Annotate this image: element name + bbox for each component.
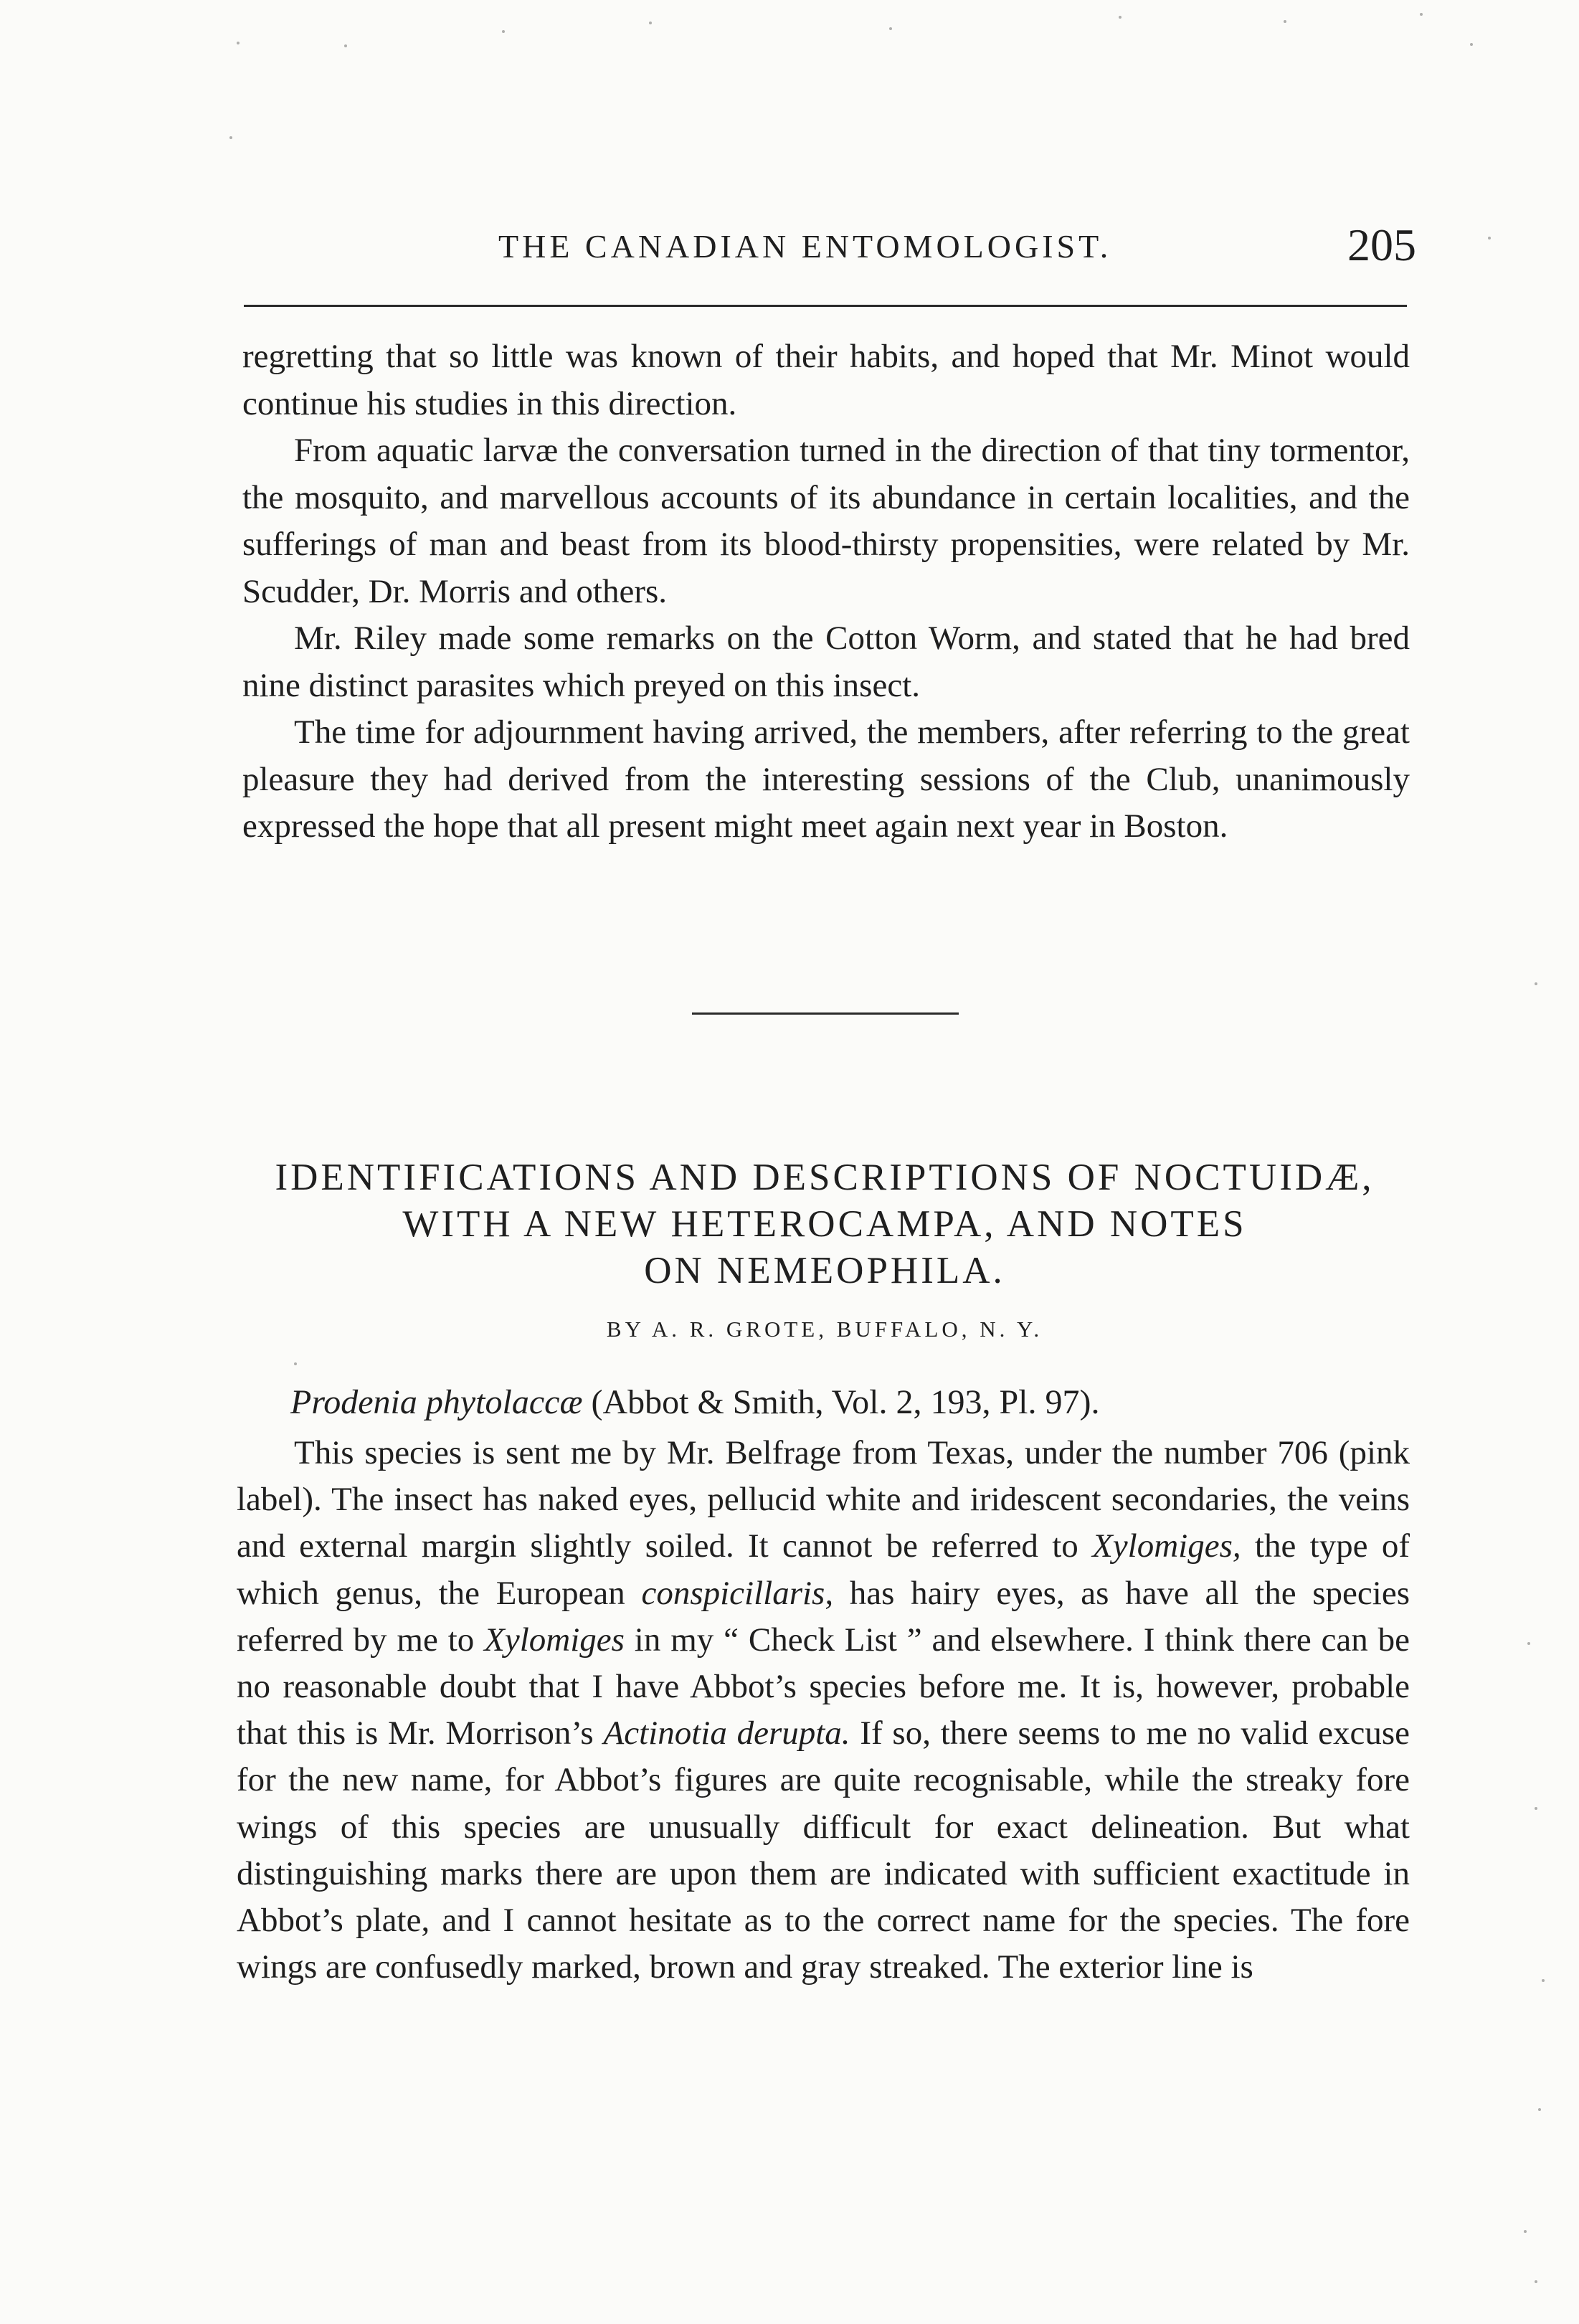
text-run: has hairy eyes, as have all the species referred by me to	[237, 1574, 1410, 1659]
scan-speck	[889, 27, 892, 30]
scan-speck	[1420, 13, 1423, 16]
genus-name: Xylomiges	[484, 1621, 625, 1659]
scan-speck	[344, 44, 347, 47]
paragraph: regretting that so little was known of their habits, and hoped that Mr. Minot would continue his studies in this direction.	[242, 338, 1410, 422]
species-heading	[290, 1382, 1294, 1422]
scan-speck	[1488, 237, 1491, 239]
scan-speck	[1538, 2108, 1541, 2111]
byline: BY A. R. GROTE, BUFFALO, N. Y.	[606, 1317, 1043, 1342]
scan-speck	[1535, 982, 1537, 985]
scan-speck	[1535, 2280, 1537, 2283]
running-head	[244, 219, 1434, 276]
previous-article-continuation	[242, 333, 1410, 850]
scan-speck	[1527, 1642, 1530, 1645]
article-title-line: ON NEMEOPHILA.	[644, 1250, 1005, 1291]
journal-title: THE CANADIAN ENTOMOLOGIST.	[498, 228, 1112, 265]
scan-speck	[1542, 1979, 1545, 1982]
paragraph: From aquatic larvæ the conversation turned in the direction of that tiny tormentor, the mosquito, and marvellous accounts of its abundance in certain localities, and the sufferings of man and beast from its blood-thirsty propensities, were related by Mr. Scudder, Dr. Morris and others.	[242, 432, 1410, 610]
scan-speck	[1119, 16, 1122, 19]
scan-speck	[237, 42, 240, 44]
species-name: conspicillaris,	[641, 1574, 834, 1612]
scan-speck	[1470, 43, 1473, 46]
section-divider	[692, 1012, 959, 1015]
species-citation: (Abbot & Smith, Vol. 2, 193, Pl. 97).	[591, 1383, 1100, 1421]
text-run: This species is sent me by Mr. Belfrage from Texas, under the number 706 (pink label). The insect has naked eyes, pellucid white and iridescent secondaries, the veins and external margin slightly soiled. It cannot be referred to	[237, 1434, 1410, 1565]
paragraph: Mr. Riley made some remarks on the Cotton Worm, and stated that he had bred nine distinct parasites which preyed on this insect.	[242, 620, 1410, 704]
scan-speck	[294, 1362, 297, 1365]
article-title	[215, 1154, 1434, 1294]
scan-speck	[1524, 2230, 1527, 2233]
article-title-line: IDENTIFICATIONS AND DESCRIPTIONS OF NOCTUIDÆ,	[275, 1157, 1375, 1198]
header-rule	[244, 305, 1407, 307]
article-body	[237, 1430, 1410, 1991]
genus-name: Xylomiges,	[1092, 1527, 1241, 1565]
scan-speck	[229, 136, 232, 139]
species-name: Actinotia derupta.	[603, 1714, 850, 1753]
scan-speck	[1284, 20, 1286, 23]
article-title-line: WITH A NEW HETEROCAMPA, AND NOTES	[402, 1203, 1247, 1245]
paragraph	[237, 1430, 1410, 1991]
paragraph: The time for adjournment having arrived, the members, after referring to the great pleasure they had derived from the interesting sessions of the Club, unanimously expressed the hope that all present might meet again next year in Boston.	[242, 713, 1410, 845]
scan-speck	[502, 30, 505, 33]
scan-speck	[1535, 1807, 1537, 1810]
scan-speck	[649, 22, 652, 24]
text-run: If so, there seems to me no valid excuse for the new name, for Abbot’s figures are quite recognisable, while the streaky fore wings of this species are unusually difficult for exact delineation. But what distinguishing marks there are upon them are indicated with sufficient exactitude in Abbot’s plate, and I cannot hesitate as to the correct name for the species. The fore wings are confusedly marked, brown and gray streaked. The exterior line is	[237, 1714, 1410, 1986]
text-run: in my “ Check List ” and elsewhere. I think there can be no reasonable doubt that I have Abbot’s species before me. It is, however, probable that this is Mr. Morrison’s	[237, 1621, 1410, 1753]
species-name: Prodenia phytolaccæ	[290, 1383, 583, 1421]
page-number: 205	[1347, 219, 1416, 270]
text-run: the type of which genus, the European	[237, 1527, 1410, 1612]
